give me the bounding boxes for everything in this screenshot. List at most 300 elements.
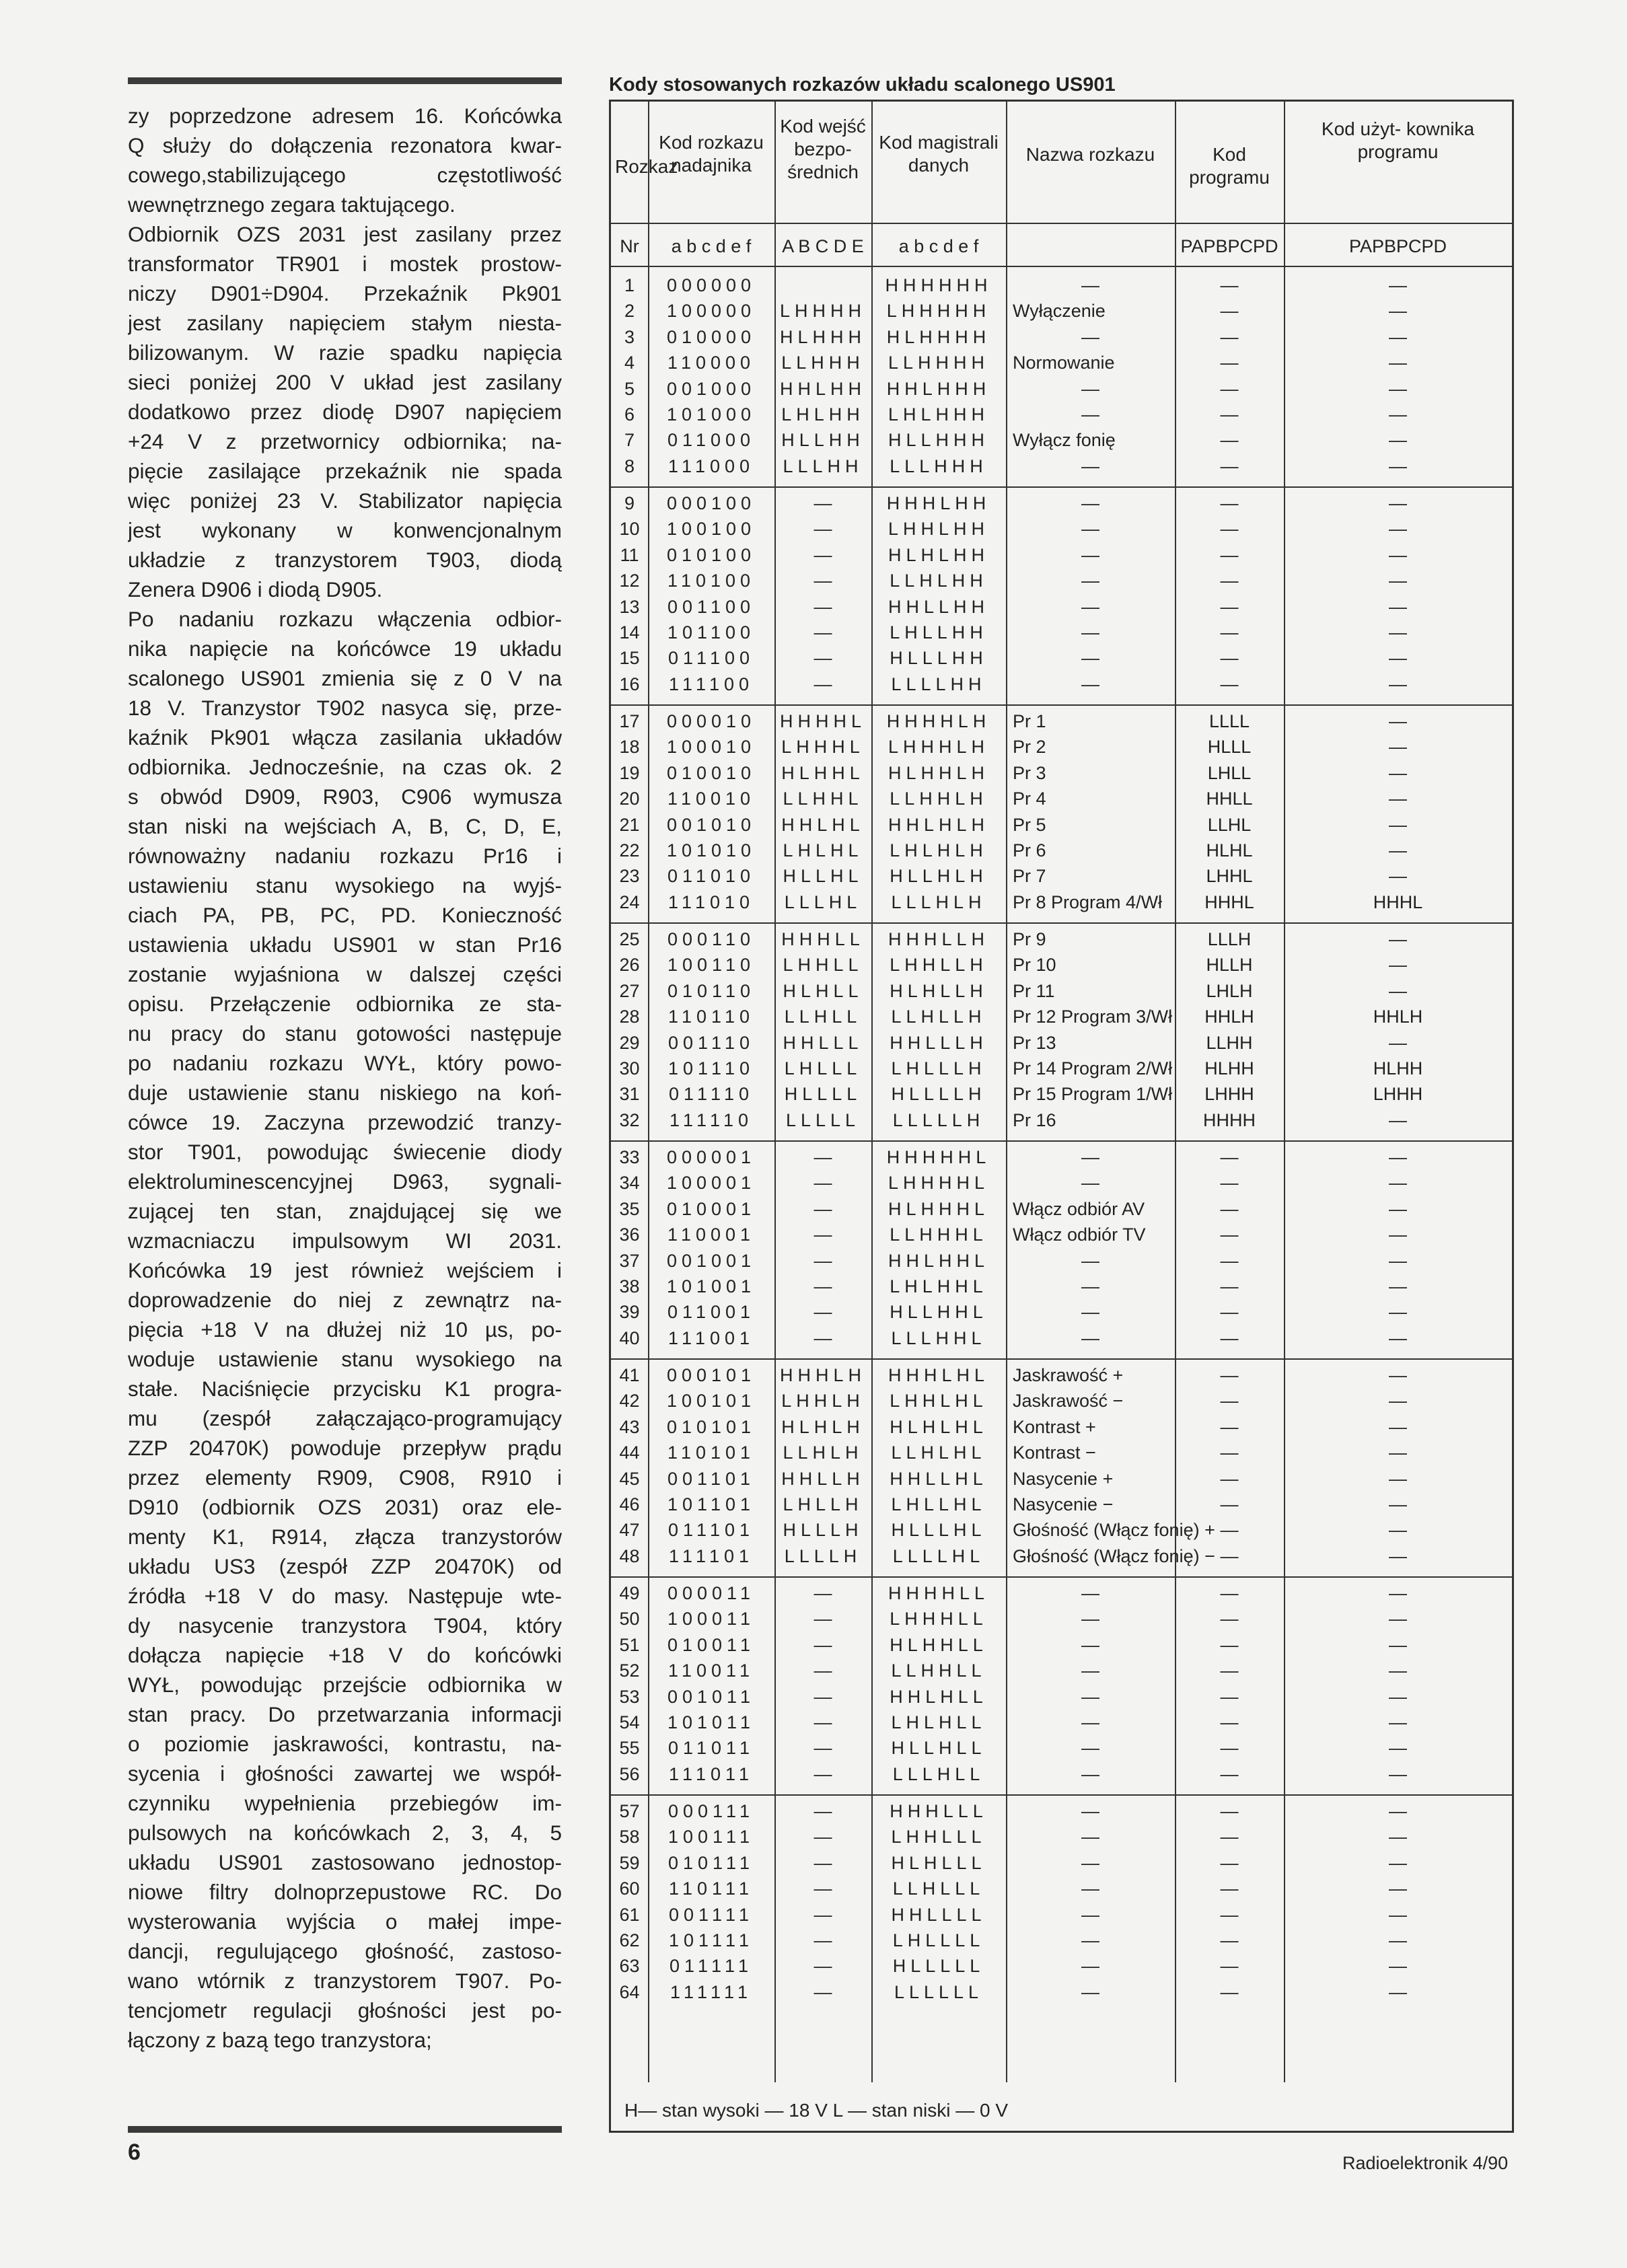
cell-uzytkownik: — (1389, 544, 1407, 565)
text-line: układu US3 (zespół ZZP 20470K) od (128, 1554, 562, 1578)
cell-rozkaz: 60 (619, 1878, 640, 1899)
cell-magistrala: HLHHHL (888, 1198, 990, 1219)
text-line: pulsowych na końcówkach 2, 3, 4, 5 (128, 1821, 562, 1845)
cell-rozkaz: 37 (619, 1250, 640, 1271)
cell-rozkaz: 36 (619, 1224, 640, 1245)
cell-uzytkownik: — (1389, 1173, 1407, 1194)
cell-nazwa: Nasycenie − (1013, 1494, 1114, 1514)
cell-nadajnik: 001011 (667, 1686, 756, 1707)
cell-program: LLHH (1206, 1032, 1253, 1053)
text-line: układu US901 zastosowano jednostop- (128, 1850, 562, 1874)
table-legend: H— stan wysoki — 18 V L — stan niski — 0 V (624, 2100, 1009, 2121)
cell-program: — (1220, 571, 1239, 591)
cell-program: — (1220, 430, 1239, 451)
cell-magistrala: HHLLHL (890, 1468, 988, 1489)
text-line: opisu. Przełączenie odbiornika ze sta- (128, 992, 562, 1016)
cell-nadajnik: 101001 (666, 1276, 756, 1296)
cell-nazwa: Pr 13 (1013, 1032, 1056, 1053)
cell-uzytkownik: — (1389, 648, 1407, 669)
cell-wejscia: LHHHH (779, 301, 866, 322)
cell-magistrala: LLLLLH (892, 1109, 985, 1130)
cell-program: — (1220, 596, 1239, 617)
body-text (128, 101, 562, 2055)
cell-wejscia: LHLHL (783, 840, 863, 861)
cell-nazwa: Jaskrawość − (1013, 1391, 1124, 1412)
cell-program: — (1220, 1302, 1239, 1323)
cell-magistrala: HHHLHH (886, 493, 991, 513)
cell-magistrala: LHLHHL (890, 1276, 988, 1296)
cell-nazwa: — (1081, 1609, 1099, 1630)
text-line: stan niski na wejściach A, B, C, D, E, (128, 814, 562, 838)
cell-program: — (1220, 275, 1239, 295)
cell-wejscia: — (814, 1147, 832, 1167)
cell-nazwa: Kontrast + (1013, 1416, 1096, 1437)
cell-rozkaz: 18 (619, 737, 640, 758)
cell-magistrala: HHLHHH (886, 378, 991, 399)
cell-rozkaz: 52 (619, 1660, 640, 1681)
cell-program: — (1220, 301, 1239, 322)
cell-rozkaz: 62 (619, 1930, 640, 1950)
cell-wejscia: HLHLH (781, 1416, 865, 1437)
cell-rozkaz: 3 (624, 326, 635, 347)
cell-wejscia: LHHLL (783, 955, 863, 976)
cell-program: — (1220, 1250, 1239, 1271)
cell-uzytkownik: — (1389, 404, 1407, 425)
cell-wejscia: — (814, 519, 832, 540)
text-line: zostanie wyjaśniona w dalszej części (128, 962, 562, 986)
cell-nadajnik: 011011 (667, 1738, 755, 1759)
bottom-rule (128, 2126, 562, 2133)
cell-nadajnik: 100010 (666, 737, 756, 758)
cell-nazwa: Kontrast − (1013, 1442, 1096, 1463)
cell-program: — (1220, 1801, 1239, 1821)
text-line: kaźnik Pk901 włącza zasilania układów (128, 725, 562, 749)
cell-rozkaz: 29 (619, 1032, 640, 1053)
text-line: elektroluminescencyjnej D963, sygnali- (128, 1169, 562, 1194)
cell-nazwa: Normowanie (1013, 353, 1115, 373)
text-line: przez elementy R909, C908, R910 i (128, 1465, 562, 1490)
cell-uzytkownik: — (1389, 866, 1407, 887)
cell-nadajnik: 111010 (667, 891, 755, 912)
cell-uzytkownik: — (1389, 1365, 1407, 1385)
cell-program: LHLL (1207, 762, 1252, 783)
header-divider (611, 223, 1512, 224)
cell-nazwa: Pr 8 Program 4/Wł (1013, 891, 1163, 912)
cell-magistrala: LLLLHH (891, 673, 986, 694)
cell-nazwa: Pr 16 (1013, 1109, 1056, 1130)
cell-nazwa: Pr 7 (1013, 866, 1046, 887)
cell-uzytkownik: — (1389, 1276, 1407, 1296)
cell-program: — (1220, 455, 1239, 476)
text-line: niczy D901÷D904. Przekaźnik Pk901 (128, 281, 562, 305)
cell-nazwa: — (1081, 673, 1099, 694)
cell-uzytkownik: HHLH (1373, 1007, 1423, 1027)
cell-uzytkownik: — (1389, 1763, 1407, 1784)
cell-program: — (1220, 1878, 1239, 1899)
cell-magistrala: HHHLLL (890, 1801, 988, 1821)
cell-nadajnik: 000001 (666, 1147, 756, 1167)
cell-wejscia: — (814, 1609, 832, 1630)
cell-program: LLLL (1208, 711, 1250, 731)
cell-program: — (1220, 648, 1239, 669)
cell-nadajnik: 101010 (666, 840, 756, 861)
cell-nazwa: — (1081, 493, 1099, 513)
cell-program: HHLH (1204, 1007, 1254, 1027)
cell-wejscia: — (814, 1981, 832, 2002)
cell-rozkaz: 34 (619, 1173, 640, 1194)
cell-uzytkownik: — (1389, 840, 1407, 861)
cell-magistrala: LHHHLL (890, 1609, 988, 1630)
cell-wejscia: HHLHH (779, 378, 866, 399)
cell-uzytkownik: — (1389, 1032, 1407, 1053)
cell-nazwa: — (1081, 1686, 1099, 1707)
cell-nadajnik: 110000 (667, 353, 756, 373)
cell-nazwa: Pr 12 Program 3/Wł (1013, 1007, 1173, 1027)
cell-nadajnik: 000111 (667, 1801, 755, 1821)
cell-nazwa: — (1081, 1930, 1099, 1950)
cell-rozkaz: 39 (619, 1302, 640, 1323)
cell-rozkaz: 13 (619, 596, 640, 617)
cell-magistrala: LLLHHL (891, 1327, 986, 1348)
page-number: 6 (128, 2139, 141, 2165)
cell-nadajnik: 110110 (667, 1007, 755, 1027)
cell-rozkaz: 30 (619, 1058, 640, 1078)
cell-program: — (1220, 544, 1239, 565)
cell-rozkaz: 59 (619, 1852, 640, 1873)
text-line: D910 (odbiornik OZS 2031) oraz ele- (128, 1495, 562, 1519)
cell-wejscia: — (814, 1224, 832, 1245)
cell-nazwa: — (1081, 1302, 1099, 1323)
cell-wejscia: — (814, 1763, 832, 1784)
cell-program: HLLL (1207, 737, 1252, 758)
cell-nazwa: Pr 9 (1013, 929, 1046, 949)
text-line: mu (zespół załączająco-programujący (128, 1406, 562, 1430)
cell-magistrala: LHHLHL (890, 1391, 988, 1412)
cell-program: — (1220, 1391, 1239, 1412)
cell-rozkaz: 54 (619, 1712, 640, 1732)
cell-nadajnik: 001111 (668, 1904, 754, 1925)
cell-rozkaz: 61 (619, 1904, 640, 1925)
cell-wejscia: HHLLH (781, 1468, 865, 1489)
cell-uzytkownik: — (1389, 430, 1407, 451)
cell-uzytkownik: — (1389, 1391, 1407, 1412)
cell-uzytkownik: — (1389, 1109, 1407, 1130)
cell-wejscia: HLHHL (781, 762, 865, 783)
cell-nazwa: — (1081, 1660, 1099, 1681)
cell-nazwa: Włącz odbiór TV (1013, 1224, 1146, 1245)
cell-nadajnik: 101000 (666, 404, 756, 425)
cell-nazwa: — (1081, 622, 1099, 643)
cell-program: — (1220, 326, 1239, 347)
text-line: zującej ten stan, znajdującej się we (128, 1199, 562, 1223)
subheader-program: PAPBPCPD (1180, 236, 1278, 256)
cell-wejscia: HLLHH (781, 430, 865, 451)
cell-magistrala: LLHHLL (891, 1660, 986, 1681)
table-title: Kody stosowanych rozkazów układu scalonego US901 (609, 74, 1116, 96)
cell-uzytkownik: — (1389, 1250, 1407, 1271)
cell-magistrala: LHHLHH (888, 519, 990, 540)
cell-nadajnik: 000101 (666, 1365, 756, 1385)
cell-wejscia: — (814, 1660, 832, 1681)
cell-rozkaz: 31 (619, 1084, 640, 1105)
cell-magistrala: LLHLLH (891, 1007, 986, 1027)
cell-program: — (1220, 1416, 1239, 1437)
cell-nadajnik: 000010 (666, 711, 756, 731)
cell-rozkaz: 24 (619, 891, 640, 912)
cell-uzytkownik: — (1389, 1712, 1407, 1732)
cell-nazwa: — (1081, 1583, 1099, 1603)
text-line: sycenia i głośności zawartej we współ- (128, 1761, 562, 1786)
cell-nadajnik: 110001 (667, 1224, 756, 1245)
cell-nazwa: — (1081, 544, 1099, 565)
cell-magistrala: HLHLLL (891, 1852, 986, 1873)
text-line: więc poniżej 23 V. Stabilizator napięcia (128, 488, 562, 513)
cell-rozkaz: 47 (619, 1520, 640, 1541)
cell-magistrala: LHHLLL (891, 1827, 986, 1848)
cell-magistrala: HLHLHH (888, 544, 990, 565)
cell-program: — (1220, 1827, 1239, 1848)
cell-nadajnik: 011110 (668, 1084, 754, 1105)
cell-rozkaz: 41 (619, 1365, 640, 1385)
cell-magistrala: LHLHLL (891, 1712, 986, 1732)
cell-wejscia: LLLLH (784, 1545, 862, 1566)
cell-uzytkownik: — (1389, 1981, 1407, 2002)
cell-wejscia: — (814, 571, 832, 591)
cell-nadajnik: 110011 (667, 1660, 755, 1681)
text-line: nu pracy do stanu gotowości następuje (128, 1021, 562, 1046)
cell-magistrala: LLHHHL (890, 1224, 988, 1245)
text-line: jest zasilany napięciem stałym niesta- (128, 311, 562, 335)
cell-uzytkownik: — (1389, 455, 1407, 476)
cell-magistrala: HLLLLH (891, 1084, 986, 1105)
cell-nadajnik: 001101 (667, 1468, 756, 1489)
cell-program: — (1220, 1738, 1239, 1759)
cell-program: — (1220, 1634, 1239, 1655)
cell-uzytkownik: — (1389, 1852, 1407, 1873)
text-line: źródła +18 V do masy. Następuje wte- (128, 1584, 562, 1608)
cell-nadajnik: 111001 (667, 1327, 755, 1348)
text-line: cowego,stabilizującego częstotliwość (128, 163, 562, 187)
cell-magistrala: LLHLHH (890, 571, 988, 591)
cell-program: — (1220, 493, 1239, 513)
cell-nazwa: Jaskrawość + (1013, 1365, 1124, 1385)
cell-magistrala: LLLHLH (891, 891, 986, 912)
cell-rozkaz: 23 (619, 866, 640, 887)
cell-rozkaz: 11 (620, 544, 639, 565)
cell-uzytkownik: — (1389, 596, 1407, 617)
cell-program: — (1220, 1276, 1239, 1296)
cell-nazwa: Pr 11 (1013, 980, 1055, 1001)
cell-magistrala: HLHLLH (890, 980, 988, 1001)
cell-nazwa: — (1081, 326, 1099, 347)
cell-rozkaz: 48 (619, 1545, 640, 1566)
cell-nazwa: Wyłączenie (1013, 301, 1106, 322)
cell-nazwa: — (1081, 275, 1099, 295)
cell-nadajnik: 010010 (666, 762, 756, 783)
cell-program: — (1220, 1147, 1239, 1167)
cell-uzytkownik: — (1389, 353, 1407, 373)
cell-program: — (1220, 1494, 1239, 1514)
cell-nadajnik: 011101 (667, 1520, 755, 1541)
cell-nazwa: — (1081, 455, 1099, 476)
cell-nazwa: Pr 6 (1013, 840, 1046, 861)
cell-uzytkownik: — (1389, 929, 1407, 949)
cell-wejscia: — (814, 648, 832, 669)
cell-nazwa: Pr 14 Program 2/Wł (1013, 1058, 1173, 1078)
cell-program: HLHL (1206, 840, 1253, 861)
text-line: wysterowania wyjścia o małej impe- (128, 1909, 562, 1934)
group-divider (611, 486, 1512, 488)
group-divider (611, 704, 1512, 706)
cell-magistrala: LHLLLH (891, 1058, 986, 1078)
cell-wejscia: — (814, 1634, 832, 1655)
cell-program: — (1220, 1198, 1239, 1219)
cell-nadajnik: 110010 (667, 789, 756, 809)
cell-wejscia: LLHLL (784, 1007, 862, 1027)
cell-wejscia: — (814, 1583, 832, 1603)
cell-magistrala: LHHHLH (888, 737, 990, 758)
cell-program: LLHL (1207, 814, 1252, 835)
cell-wejscia: HHHLL (781, 929, 865, 949)
text-line: wano wtórnik z tranzystorem T907. Po- (128, 1969, 562, 1993)
cell-rozkaz: 7 (624, 430, 635, 451)
cell-program: LHHL (1206, 866, 1253, 887)
cell-program: LLLH (1207, 929, 1252, 949)
text-line: zy poprzedzone adresem 16. Końcówka (128, 104, 562, 128)
text-line: menty K1, R914, złącza tranzystorów (128, 1525, 562, 1549)
cell-uzytkownik: — (1389, 673, 1407, 694)
cell-nazwa: — (1081, 1956, 1099, 1977)
text-line: woduje ustawienie stanu wysokiego na (128, 1347, 562, 1371)
cell-rozkaz: 1 (624, 275, 635, 295)
cell-wejscia: — (814, 493, 832, 513)
cell-nazwa: Głośność (Włącz fonię) + (1013, 1520, 1215, 1541)
cell-magistrala: LLLLHL (892, 1545, 985, 1566)
text-line: stałe. Naciśnięcie przycisku K1 progra- (128, 1377, 562, 1401)
cell-rozkaz: 53 (619, 1686, 640, 1707)
cell-uzytkownik: — (1389, 1660, 1407, 1681)
cell-nazwa: — (1081, 1738, 1099, 1759)
cell-magistrala: HHLLLL (891, 1904, 986, 1925)
cell-wejscia: — (814, 1878, 832, 1899)
cell-wejscia: — (814, 1738, 832, 1759)
command-table (609, 100, 1514, 2133)
cell-uzytkownik: — (1389, 711, 1407, 731)
cell-nadajnik: 101110 (667, 1058, 755, 1078)
cell-nazwa: Pr 5 (1013, 814, 1046, 835)
cell-rozkaz: 44 (619, 1442, 640, 1463)
cell-nazwa: Włącz odbiór AV (1013, 1198, 1145, 1219)
header-uzytkownik: Kod użyt- kownika programu (1321, 118, 1475, 162)
text-line: WYŁ, powodując przejście odbiornika w (128, 1673, 562, 1697)
cell-magistrala: HLHHLH (888, 762, 990, 783)
cell-magistrala: LLHLLL (892, 1878, 985, 1899)
cell-wejscia: — (814, 1327, 832, 1348)
cell-program: HHLL (1206, 789, 1253, 809)
cell-uzytkownik: — (1389, 1416, 1407, 1437)
cell-uzytkownik: — (1389, 814, 1407, 835)
cell-nazwa: Pr 1 (1013, 711, 1046, 731)
group-divider (611, 922, 1512, 924)
cell-magistrala: LHLHLH (890, 840, 988, 861)
header-nazwa: Nazwa rozkazu (1025, 144, 1155, 165)
cell-uzytkownik: — (1389, 622, 1407, 643)
cell-rozkaz: 22 (619, 840, 640, 861)
cell-nadajnik: 100101 (666, 1391, 756, 1412)
cell-magistrala: HHLHHL (888, 1250, 990, 1271)
cell-rozkaz: 16 (619, 673, 640, 694)
cell-rozkaz: 35 (619, 1198, 640, 1219)
header-program: Kod programu (1189, 144, 1270, 188)
cell-rozkaz: 4 (624, 353, 635, 373)
cell-wejscia: — (814, 544, 832, 565)
cell-nazwa: — (1081, 1712, 1099, 1732)
cell-program: LHLH (1206, 980, 1253, 1001)
text-line: sieci poniżej 200 V układ jest zasilany (128, 370, 562, 394)
cell-magistrala: HHHLLH (888, 929, 990, 949)
text-line: odbiornika. Jednocześnie, na czas ok. 2 (128, 755, 562, 779)
cell-program: — (1220, 1609, 1239, 1630)
text-line: wzmacniaczu impulsowym WI 2031. (128, 1229, 562, 1253)
cell-nazwa: Wyłącz fonię (1013, 430, 1116, 451)
cell-nadajnik: 110101 (667, 1442, 756, 1463)
cell-uzytkownik: — (1389, 1956, 1407, 1977)
cell-rozkaz: 64 (619, 1981, 640, 2002)
cell-rozkaz: 6 (624, 404, 635, 425)
cell-program: — (1220, 1660, 1239, 1681)
cell-program: — (1220, 1712, 1239, 1732)
text-line: ZZP 20470K) powoduje przepływ prądu (128, 1436, 562, 1460)
cell-rozkaz: 8 (624, 455, 635, 476)
cell-rozkaz: 26 (619, 955, 640, 976)
cell-magistrala: HLLLLL (892, 1956, 985, 1977)
cell-nadajnik: 111011 (668, 1763, 754, 1784)
cell-magistrala: HLLHHH (888, 430, 990, 451)
cell-program: — (1220, 1442, 1239, 1463)
cell-program: HLLH (1206, 955, 1253, 976)
cell-wejscia: — (814, 1801, 832, 1821)
cell-nadajnik: 101011 (667, 1712, 756, 1732)
cell-nazwa: — (1081, 1801, 1099, 1821)
cell-wejscia: HHLHL (781, 814, 865, 835)
text-line: +24 V z przetwornicy odbiornika; na- (128, 429, 562, 453)
cell-program: — (1220, 1173, 1239, 1194)
cell-nadajnik: 001100 (667, 596, 756, 617)
cell-rozkaz: 45 (619, 1468, 640, 1489)
cell-magistrala: HHHLHL (888, 1365, 990, 1385)
cell-nadajnik: 000100 (666, 493, 756, 513)
cell-program: — (1220, 1583, 1239, 1603)
cell-wejscia: — (814, 1276, 832, 1296)
cell-program: — (1220, 1904, 1239, 1925)
cell-wejscia: HLLLH (783, 1520, 863, 1541)
cell-rozkaz: 43 (619, 1416, 640, 1437)
cell-rozkaz: 19 (619, 762, 640, 783)
cell-nadajnik: 100111 (667, 1827, 755, 1848)
cell-rozkaz: 58 (619, 1827, 640, 1848)
cell-nadajnik: 111100 (668, 673, 754, 694)
cell-uzytkownik: — (1389, 1545, 1407, 1566)
cell-uzytkownik: — (1389, 519, 1407, 540)
cell-magistrala: LLHLHL (891, 1442, 986, 1463)
cell-nazwa: Pr 15 Program 1/Wł (1013, 1084, 1173, 1105)
cell-nadajnik: 110100 (667, 571, 756, 591)
cell-nadajnik: 111111 (670, 1981, 753, 2002)
cell-program: — (1220, 1686, 1239, 1707)
cell-uzytkownik: — (1389, 1520, 1407, 1541)
cell-nadajnik: 011010 (667, 866, 756, 887)
cell-rozkaz: 21 (619, 814, 640, 835)
